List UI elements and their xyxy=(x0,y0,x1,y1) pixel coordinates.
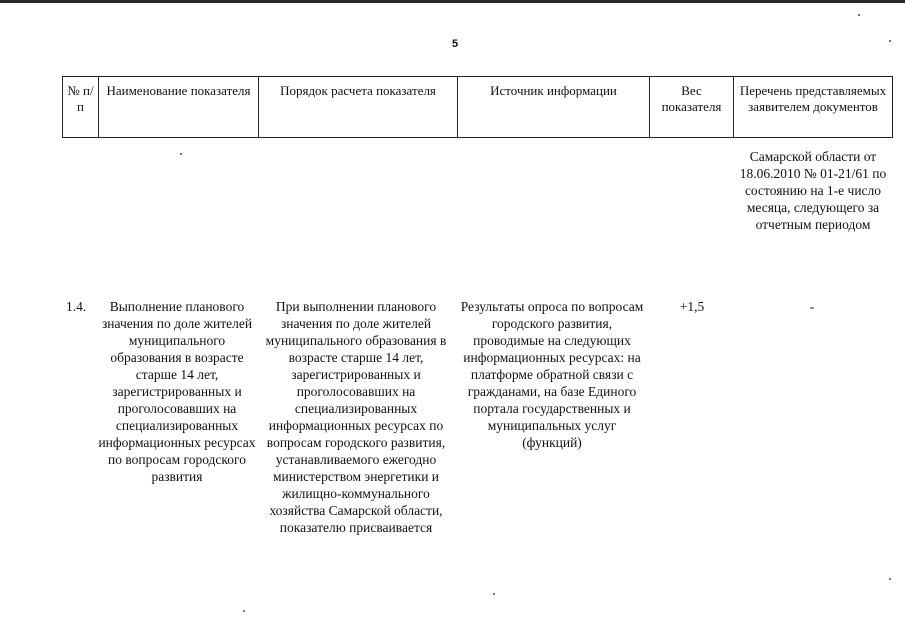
header-name: Наименование показателя xyxy=(99,77,259,138)
header-calc: Порядок расчета показателя xyxy=(259,77,458,138)
row-name: Выполнение планового значения по доле жителей муниципального образования в возрасте старше 14 лет, зарегистрированных и проголосовавших на специализированных информационных ресурсах по вопросам городского развития xyxy=(98,299,256,484)
row-number: 1.4. xyxy=(66,299,87,314)
row-docs: - xyxy=(809,299,815,314)
scan-speck xyxy=(493,593,495,595)
page-number: 5 xyxy=(451,38,459,50)
header-num: № п/п xyxy=(63,77,99,138)
header-row xyxy=(63,77,893,138)
row-weight: +1,5 xyxy=(679,299,705,314)
row-calc: При выполнении планового значения по доле жителей муниципального образования в возрасте старше 14 лет, зарегистрированных и проголосовавших на специализированных информационных ресурсах по вопросам городского развития, устанавливаемого ежегодно министерством энергетики и жилищно-коммунального хозяйства Самарской области, показателю присваивается xyxy=(265,299,447,535)
continuation-docs: Самарской области от 18.06.2010 № 01-21/61 по состоянию на 1-е число месяца, следующего за отчетным периодом xyxy=(739,149,887,232)
scan-speck xyxy=(243,610,245,612)
header-weight: Вес показателя xyxy=(650,77,734,138)
scan-speck xyxy=(858,14,860,16)
scan-speck xyxy=(889,578,891,580)
header-docs: Перечень представляемых заявителем документов xyxy=(734,77,893,138)
scan-speck xyxy=(180,153,182,155)
table-header xyxy=(62,76,893,138)
scan-top-edge xyxy=(0,0,905,3)
row-source: Результаты опроса по вопросам городского развития, проводимые на следующих информационных ресурсах: на платформе обратной связи с гражданами, на базе Единого портала государственных и муниципальных услуг (функций) xyxy=(460,299,644,450)
scan-speck xyxy=(889,40,891,42)
header-source: Источник информации xyxy=(458,77,650,138)
